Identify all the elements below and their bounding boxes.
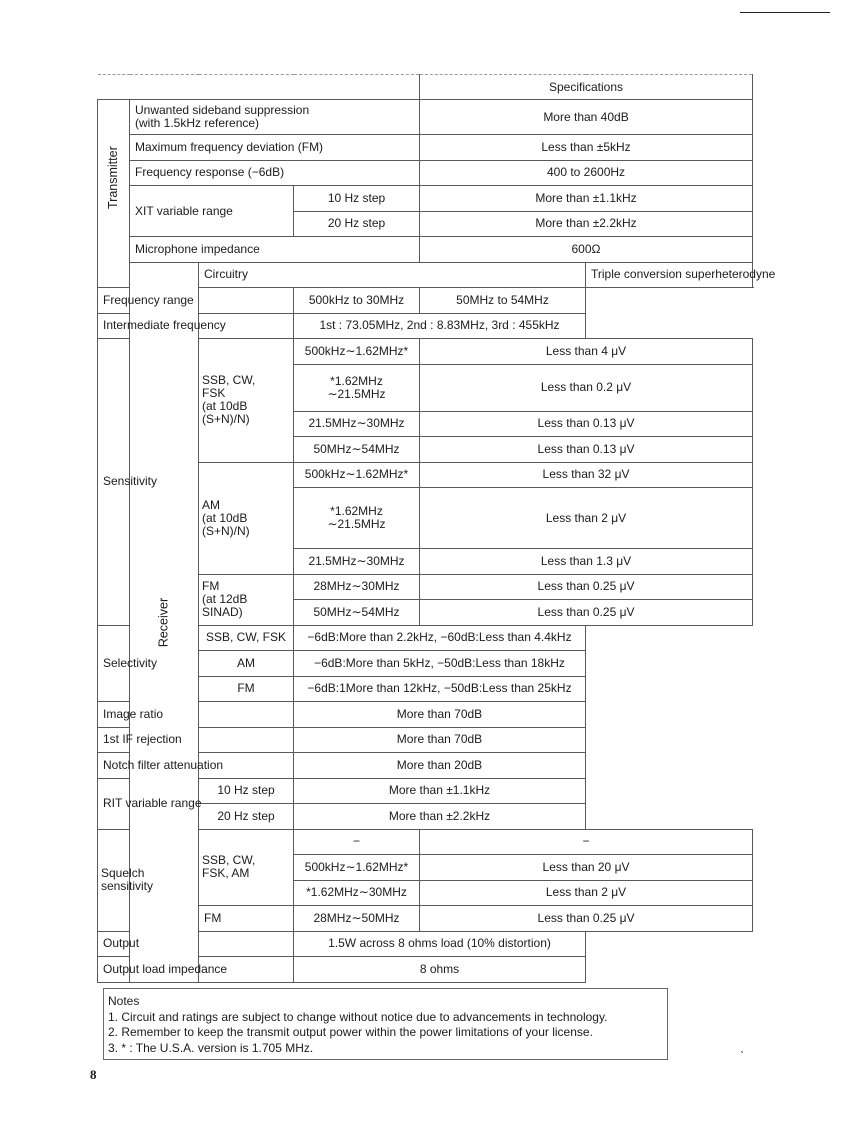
squelch-value-3: Less than 2 μV [420,880,753,906]
squelch-fm-mode: FM [199,906,294,932]
table-row [98,778,753,804]
stray-mark: ` [740,1049,744,1063]
image-ratio-value: More than 70dB [294,702,586,728]
table-row [98,135,753,161]
squelch-fm-range: 28MHz∼50MHz [294,906,420,932]
xit-range-label: XIT variable range [130,186,294,237]
intermediate-frequency-value: 1st : 73.05MHz, 2nd : 8.83MHz, 3rd : 455kHz [294,313,586,339]
output-value: 1.5W across 8 ohms load (10% distortion) [294,931,586,957]
sensitivity-fm-range-1: 28MHz∼30MHz [294,574,420,600]
sensitivity-am-mode: AM (at 10dB (S+N)/N) [199,462,294,574]
table-row [98,625,753,651]
table-row [98,262,753,288]
frequency-range-hf: 500kHz to 30MHz [294,288,420,314]
microphone-impedance-value: 600Ω [420,237,753,263]
page-number: 8 [90,1067,97,1082]
rit-step-20hz: 20 Hz step [199,804,294,830]
frequency-deviation-label: Maximum frequency deviation (FM) [130,135,420,161]
circuitry-label: Circuitry [199,262,586,288]
selectivity-mode-am: AM [199,651,294,677]
notch-attenuation-value: More than 20dB [294,753,586,779]
selectivity-mode-ssb: SSB, CW, FSK [199,625,294,651]
xit-value-20hz: More than ±2.2kHz [420,211,753,237]
squelch-range-2: 500kHz∼1.62MHz* [294,855,420,881]
transmitter-section-label: Transmitter [98,100,130,288]
sensitivity-am-range-3: 21.5MHz∼30MHz [294,549,420,575]
sensitivity-ssb-value-1: Less than 4 μV [420,339,753,365]
sensitivity-fm-value-1: Less than 0.25 μV [420,574,753,600]
table-row [98,160,753,186]
table-header-row [98,75,753,100]
microphone-impedance-label: Microphone impedance [130,237,420,263]
table-row [98,957,753,983]
sensitivity-ssb-range-1: 500kHz∼1.62MHz* [294,339,420,365]
sensitivity-am-value-3: Less than 1.3 μV [420,549,753,575]
frequency-range-6m: 50MHz to 54MHz [420,288,586,314]
rit-value-20hz: More than ±2.2kHz [294,804,586,830]
selectivity-value-ssb: −6dB:More than 2.2kHz, −60dB:Less than 4.4kHz [294,625,586,651]
table-row [98,931,753,957]
sensitivity-fm-mode: FM (at 12dB SINAD) [199,574,294,625]
specifications-header: Specifications [420,75,753,100]
notch-attenuation-label: Notch filter attenuation [98,753,294,779]
intermediate-frequency-label: Intermediate frequency [98,313,294,339]
output-load-impedance-value: 8 ohms [294,957,586,983]
squelch-ssb-mode: SSB, CW, FSK, AM [199,829,294,906]
if-rejection-label: 1st IF rejection [98,727,294,753]
sideband-suppression-value: More than 40dB [420,100,753,135]
table-row [98,288,753,314]
frequency-response-value: 400 to 2600Hz [420,160,753,186]
xit-value-10hz: More than ±1.1kHz [420,186,753,212]
sensitivity-am-value-1: Less than 32 μV [420,462,753,488]
sensitivity-am-value-2: Less than 2 μV [420,488,753,549]
rit-value-10hz: More than ±1.1kHz [294,778,586,804]
selectivity-label: Selectivity [98,625,199,702]
squelch-fm-value: Less than 0.25 μV [420,906,753,932]
table-row [98,186,753,212]
notes-box [103,988,668,1060]
specifications-table [97,74,776,983]
header-blank-cell [98,75,420,100]
sensitivity-ssb-value-3: Less than 0.13 μV [420,411,753,437]
frequency-deviation-value: Less than ±5kHz [420,135,753,161]
table-row [98,237,753,263]
xit-step-10hz: 10 Hz step [294,186,420,212]
output-load-impedance-label: Output load impedance [98,957,294,983]
circuitry-value: Triple conversion superheterodyne [586,262,753,288]
top-rule [740,12,830,13]
note-3: 3. * : The U.S.A. version is 1.705 MHz. [108,1040,314,1055]
output-label: Output [98,931,294,957]
sensitivity-ssb-mode: SSB, CW, FSK (at 10dB (S+N)/N) [199,339,294,463]
sensitivity-label: Sensitivity [98,339,130,626]
rit-range-label: RIT variable range [98,778,199,829]
squelch-sensitivity-label: Squelch sensitivity [98,829,130,931]
sideband-suppression-label: Unwanted sideband suppression (with 1.5kHz reference) [130,100,420,135]
sensitivity-ssb-range-3: 21.5MHz∼30MHz [294,411,420,437]
sensitivity-ssb-value-2: Less than 0.2 μV [420,364,753,411]
squelch-range-3: *1.62MHz∼30MHz [294,880,420,906]
note-1: 1. Circuit and ratings are subject to change without notice due to advancements in technology. [108,1009,608,1024]
if-rejection-value: More than 70dB [294,727,586,753]
sensitivity-am-range-1: 500kHz∼1.62MHz* [294,462,420,488]
sensitivity-fm-value-2: Less than 0.25 μV [420,600,753,626]
table-row [98,753,753,779]
table-row [98,727,753,753]
table-row [98,100,753,135]
image-ratio-label: Image ratio [98,702,294,728]
selectivity-value-fm: −6dB:1More than 12kHz, −50dB:Less than 25kHz [294,676,586,702]
sensitivity-ssb-range-4: 50MHz∼54MHz [294,437,420,463]
rit-step-10hz: 10 Hz step [199,778,294,804]
sensitivity-ssb-range-2: *1.62MHz ∼21.5MHz [294,364,420,411]
table-row [98,313,753,339]
selectivity-value-am: −6dB:More than 5kHz, −50dB:Less than 18kHz [294,651,586,677]
sensitivity-ssb-value-4: Less than 0.13 μV [420,437,753,463]
frequency-range-label: Frequency range [98,288,294,314]
frequency-response-label: Frequency response (−6dB) [130,160,420,186]
squelch-value-1: − [420,829,753,855]
sensitivity-am-range-2: *1.62MHz ∼21.5MHz [294,488,420,549]
notes-title: Notes [108,994,140,1008]
squelch-value-2: Less than 20 μV [420,855,753,881]
xit-step-20hz: 20 Hz step [294,211,420,237]
selectivity-mode-fm: FM [199,676,294,702]
note-2: 2. Remember to keep the transmit output power within the power limitations of your license. [108,1025,593,1039]
receiver-section-label: Receiver [130,262,199,982]
squelch-range-1: − [294,829,420,855]
table-row [98,702,753,728]
sensitivity-fm-range-2: 50MHz∼54MHz [294,600,420,626]
